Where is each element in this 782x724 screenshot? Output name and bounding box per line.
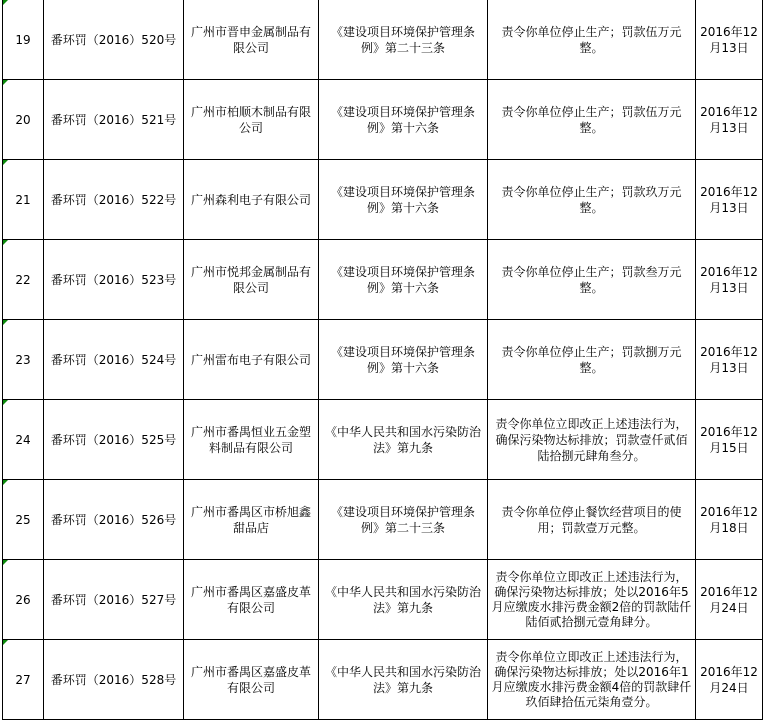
cell-penalty: 责令你单位立即改正上述违法行为，确保污染物达标排放；罚款壹仟贰佰陆拾捌元肆角叁分。 [488,400,696,480]
cell-doc-number: 番环罚（2016）526号 [44,480,184,560]
cell-doc-number: 番环罚（2016）528号 [44,640,184,720]
cell-penalty: 责令你单位立即改正上述违法行为，确保污染物达标排放；处以2016年1月应缴废水排污费金额4倍的罚款肆仟玖佰肆拾伍元柒角壹分。 [488,640,696,720]
cell-date: 2016年12月13日 [696,80,763,160]
cell-doc-number: 番环罚（2016）522号 [44,160,184,240]
cell-date: 2016年12月13日 [696,0,763,80]
cell-seq: 20 [3,80,44,160]
table-row [3,0,763,80]
cell-seq: 26 [3,560,44,640]
cell-law: 《中华人民共和国水污染防治法》第九条 [319,560,488,640]
cell-doc-number: 番环罚（2016）527号 [44,560,184,640]
cell-doc-number: 番环罚（2016）523号 [44,240,184,320]
cell-doc-number: 番环罚（2016）525号 [44,400,184,480]
table-row [3,240,763,320]
cell-seq: 25 [3,480,44,560]
cell-doc-number: 番环罚（2016）524号 [44,320,184,400]
cell-company: 广州市番禺区嘉盛皮革有限公司 [184,640,319,720]
cell-company: 广州市番禺区嘉盛皮革有限公司 [184,560,319,640]
table-row [3,160,763,240]
cell-law: 《建设项目环境保护管理条例》第十六条 [319,160,488,240]
cell-law: 《建设项目环境保护管理条例》第十六条 [319,240,488,320]
cell-law: 《建设项目环境保护管理条例》第二十三条 [319,0,488,80]
penalty-table [2,0,763,720]
cell-penalty: 责令你单位停止生产；罚款伍万元整。 [488,80,696,160]
table-row [3,480,763,560]
cell-date: 2016年12月18日 [696,480,763,560]
cell-penalty: 责令你单位停止生产；罚款捌万元整。 [488,320,696,400]
cell-penalty: 责令你单位停止餐饮经营项目的使用；罚款壹万元整。 [488,480,696,560]
cell-law: 《建设项目环境保护管理条例》第二十三条 [319,480,488,560]
cell-seq: 24 [3,400,44,480]
cell-seq: 22 [3,240,44,320]
cell-seq: 19 [3,0,44,80]
cell-penalty: 责令你单位停止生产；罚款叁万元整。 [488,240,696,320]
cell-company: 广州市番禺恒业五金塑料制品有限公司 [184,400,319,480]
cell-date: 2016年12月13日 [696,240,763,320]
cell-company: 广州市晋申金属制品有限公司 [184,0,319,80]
table-row [3,320,763,400]
cell-law: 《建设项目环境保护管理条例》第十六条 [319,80,488,160]
cell-doc-number: 番环罚（2016）520号 [44,0,184,80]
cell-law: 《建设项目环境保护管理条例》第十六条 [319,320,488,400]
cell-law: 《中华人民共和国水污染防治法》第九条 [319,640,488,720]
cell-penalty: 责令你单位立即改正上述违法行为，确保污染物达标排放；处以2016年5月应缴废水排污费金额2倍的罚款陆仟陆佰贰拾捌元壹角肆分。 [488,560,696,640]
cell-company: 广州市番禺区市桥旭鑫甜品店 [184,480,319,560]
cell-company: 广州市柏顺木制品有限公司 [184,80,319,160]
table-row [3,560,763,640]
cell-doc-number: 番环罚（2016）521号 [44,80,184,160]
table-row [3,400,763,480]
cell-penalty: 责令你单位停止生产；罚款玖万元整。 [488,160,696,240]
cell-penalty: 责令你单位停止生产；罚款伍万元整。 [488,0,696,80]
penalty-table-body [3,0,763,720]
table-row [3,640,763,720]
cell-date: 2016年12月13日 [696,160,763,240]
table-row [3,80,763,160]
cell-date: 2016年12月24日 [696,560,763,640]
cell-date: 2016年12月24日 [696,640,763,720]
cell-company: 广州市悦邦金属制品有限公司 [184,240,319,320]
cell-date: 2016年12月15日 [696,400,763,480]
cell-law: 《中华人民共和国水污染防治法》第九条 [319,400,488,480]
cell-date: 2016年12月13日 [696,320,763,400]
cell-company: 广州雷布电子有限公司 [184,320,319,400]
cell-seq: 23 [3,320,44,400]
cell-seq: 27 [3,640,44,720]
cell-company: 广州森利电子有限公司 [184,160,319,240]
cell-seq: 21 [3,160,44,240]
